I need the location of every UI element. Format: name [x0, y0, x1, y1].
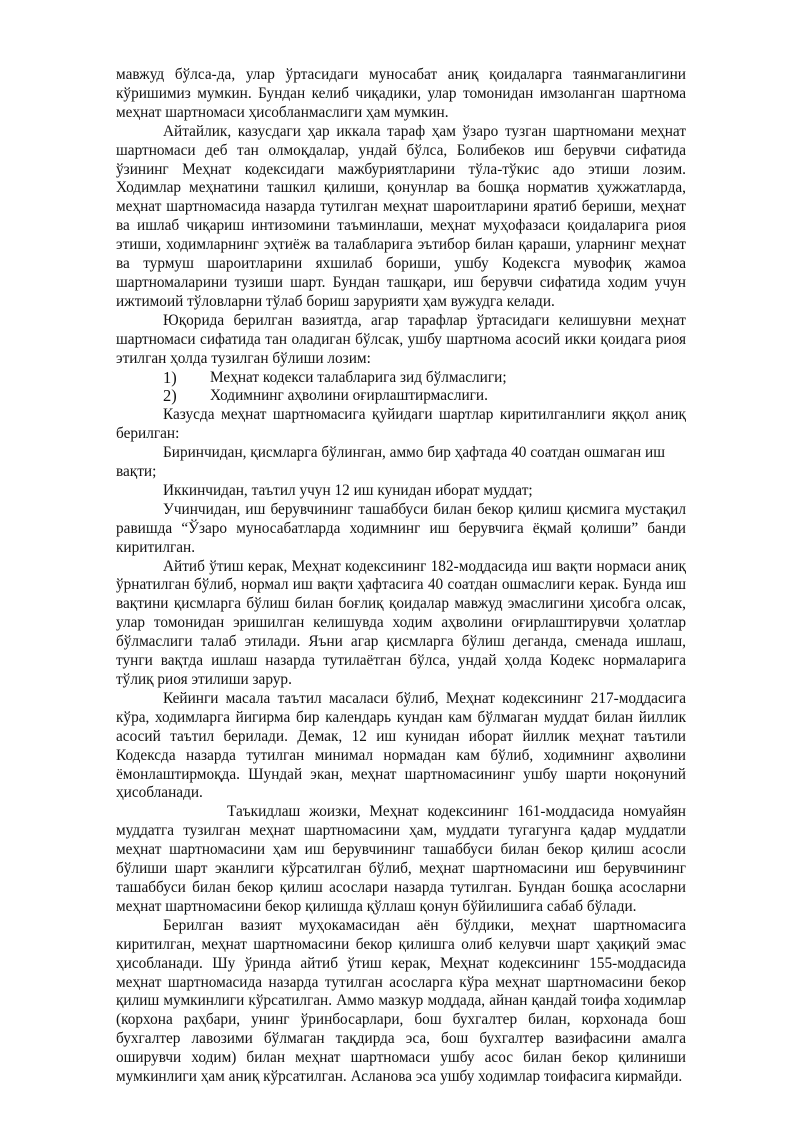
paragraph-article-161: Таъкидлаш жоизки, Меҳнат кодексининг 161-моддасида номуайян муддатга тузилган меҳнат шартномасини ҳам, муддати тугагунга қадар муддатли меҳнат шартномасини ҳам иш берувчининг ташаббуси билан бекор қилиш асосли бўлиши шарт эканлиги кўрсатилган бўлиб, меҳнат шартномасини иш берувчининг ташаббуси билан бекор қилиш асослари назарда тутилган. Бундан бошқа асосларни меҳнат шартномасини бекор қилишда қўллаш қонун бўйилишига сабаб бўлади. — [116, 803, 686, 915]
paragraph-working-time: Айтиб ўтиш керак, Меҳнат кодексининг 182-моддасида иш вақти нормаси аниқ ўрнатилган бўлиб, нормал иш вақти ҳафтасига 40 соатдан ошмаслиги керак. Бунда иш вақтини қисмларга бўлиш билан боғлиқ қоидалар мавжуд эмаслигини ҳисобга олсак, улар томонидан эришилган келишувда ходим аҳволини оғирлаштирувчи ҳолатлар бўлмаслиги талаб этилади. Яъни агар қисмларга бўлиш деганда, сменада ишлаш, тунги вақтда ишлаш назарда тутилаётган бўлса, ундай ҳолда Кодекс нормаларига тўлиқ риоя этилиши зарур. — [116, 557, 686, 688]
paragraph-case-conditions: Казусда меҳнат шартномасига қуйидаги шартлар киритилганлиги яққол аниқ берилган: — [116, 406, 686, 443]
list-number: 2) — [163, 386, 177, 406]
paragraph-conclusion: Берилган вазият муҳокамасидан аён бўлдики, меҳнат шартномасига киритилган, меҳнат шартномасини бекор қилишга олиб келувчи шарт ҳақиқий эмас ҳисобланади. Шу ўринда айтиб ўтиш керак, Меҳнат кодексининг 155-моддасида меҳнат шартномасида назарда тутилган асосларга кўра меҳнат шартномасини бекор қилиш мумкинлиги кўрсатилган. Аммо мазкур моддада, айнан қандай тоифа ходимлар (корхона раҳбари, унинг ўринбосарлари, бош бухгалтер билан, корхонада бош бухгалтер лавозими бўлмаган тақдирда эса, бош бухгалтер вазифасини амалга оширувчи ходим) билан меҳнат шартномаси ушбу асос билан бекор қилиниши мумкинлиги ҳам аниқ кўрсатилган. Асланова эса ушбу ходимлар тоифасига кирмайди. — [116, 916, 686, 1086]
document-page — [116, 66, 686, 1087]
paragraph-two-rules: Юқорида берилган вазиятда, агар тарафлар ўртасидаги келишувни меҳнат шартномаси сифатида тан оладиган бўлсак, ушбу шартнома асосий икки қоидага риоя этилган ҳолда тузилган бўлиши лозим: — [116, 311, 686, 367]
list-item — [163, 369, 686, 388]
paragraph-employer-duties: Айтайлик, казусдаги ҳар иккала тараф ҳам ўзаро тузган шартномани меҳнат шартномаси деб тан олмоқдалар, ундай бўлса, Болибеков иш берувчи сифатида ўзининг Меҳнат кодексидаги мажбуриятларини тўла-тўкис адо этиши лозим. Ходимлар меҳнатини ташкил қилиши, қонунлар ва бошқа норматив ҳужжатларда, меҳнат шартномасида назарда тутилган меҳнат шароитларини яратиб бериши, меҳнат ва ишлаб чиқариш интизомини таъминлаши, меҳнат муҳофазаси қоидаларига риоя этиши, ходимларнинг эҳтиёж ва талабларига эътибор билан қараши, уларнинг меҳнат ва турмуш шароитларини яхшилаб бориши, ушбу Кодексга мувофиқ жамоа шартномаларини тузиши шарт. Бундан ташқари, иш берувчи сифатида ходим учун ижтимоий тўловларни тўлаб бориш зарурияти ҳам вужудга келади. — [116, 122, 686, 310]
paragraph-vacation: Кейинги масала таътил масаласи бўлиб, Меҳнат кодексининг 217-моддасига кўра, ходимларга йигирма бир календарь кундан кам бўлмаган муддат билан йиллик асосий таътил берилади. Демак, 12 иш кунидан иборат йиллик меҳнат таътили Кодексда назарда тутилган минимал нормадан кам бўлиб, ходимнинг аҳволини ёмонлаштирмоқда. Шундай экан, меҳнат шартномасининг ушбу шарти ноқонуний ҳисобланади. — [116, 689, 686, 802]
paragraph-third-condition: Учинчидан, иш берувчининг ташаббуси билан бекор қилиш қисмига мустақил равишда “Ўзаро муносабатларда ходимнинг иш берувчига ёқмай қолиши” банди киритилган. — [116, 500, 686, 556]
list-text: Ходимнинг аҳволини оғирлаштирмаслиги. — [210, 387, 488, 405]
paragraph-continuation: мавжуд бўлса-да, улар ўртасидаги муносабат аниқ қоидаларга таянмаганлигини кўришимиз мумкин. Бундан келиб чиқадики, улар томонидан имзоланган шартнома меҳнат шартномаси ҳисобланмаслиги ҳам мумкин. — [116, 66, 686, 121]
paragraph-first-condition: Биринчидан, қисмларга бўлинган, аммо бир ҳафтада 40 соатдан ошмаган иш вақти; — [116, 444, 665, 481]
list-text: Меҳнат кодекси талабларига зид бўлмаслиги; — [210, 368, 507, 386]
paragraph-second-condition: Иккинчидан, таътил учун 12 иш кунидан иборат муддат; — [163, 481, 533, 499]
list-item — [163, 387, 686, 406]
list-number: 1) — [163, 367, 177, 387]
